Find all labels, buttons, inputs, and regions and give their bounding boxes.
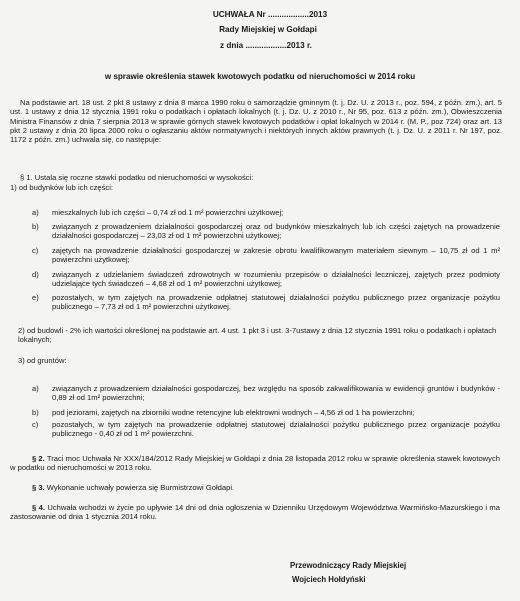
section-3-paragraph (10, 483, 500, 492)
section-1-sub-2: 2) od budowli - 2% ich wartości określonej na podstawie art. 4 ust. 1 pkt 3 i ust. 3-7ustawy z dnia 12 stycznia 1991 roku o podatkach i opłatach lokalnych; (18, 326, 497, 345)
list-text: związanych z prowadzeniem działalności gospodarczej oraz od budynków mieszkalnych lub ich części zajętych na prowadzenie działalności gospodarczej – 23,03 zł od 1 m² powierzchni użytkowej; (52, 222, 500, 241)
signature-title: Przewodniczący Rady Miejskiej (290, 561, 407, 570)
legal-basis-paragraph: Na podstawie art. 18 ust. 2 pkt 8 ustawy z dnia 8 marca 1990 roku o samorządzie gminnym (t. j. Dz. U. z 2013 r., poz. 594, z późn. zm.), art. 5 ust. 1 ustawy z dnia 12 stycznia 1991 roku o podatkach i opłatach lokalnych (t. j. Dz. U. z 2010 r., Nr 95, poz. 613 z późn. zm.), Obwieszczenia Ministra Finansów z dnia 7 sierpnia 2013 w sprawie górnych stawek kwotowych podatków i opłat lokalnych w 2014 r. (M. P., poz 724) oraz art. 13 pkt 2 ustawy z dnia 20 lipca 2000 roku o ogłaszaniu aktów normatywnych i niektórych innych aktów prawnych (t. j. Dz. U. z 2011 r. Nr 197, poz. 1172 z późn. zm.) uchwala się, co następuje: (10, 98, 502, 144)
section-2-text: Traci moc Uchwała Nr XXX/184/2012 Rady Miejskiej w Gołdapi z dnia 28 listopada 2012 roku w sprawie określenia stawek kwotowych w podatku od nieruchomości w 2013 roku. (10, 454, 500, 473)
list-text: pod jeziorami, zajętych na zbiorniki wodne retencyjne lub elektrowni wodnych – 4,56 zł od 1 ha powierzchni; (52, 408, 415, 417)
list-label: a) (32, 384, 39, 393)
list-item (32, 420, 500, 439)
list-text: związanych z prowadzeniem działalności gospodarczej, bez względu na sposób zakwalifikowania w ewidencji gruntów i budynków - 0,89 zł od 1m² powierzchni; (52, 384, 500, 403)
resolution-date: z dnia ..................2013 r. (220, 41, 312, 50)
section-3-mark: § 3. (32, 483, 45, 492)
section-1-sub-3: 3) od gruntów: (18, 356, 67, 365)
list-label: e) (32, 293, 39, 302)
council-name: Rady Miejskiej w Gołdapi (219, 25, 317, 34)
section-1-heading: § 1. Ustala się roczne stawki podatku od nieruchomości w wysokości: (20, 173, 254, 182)
section-1-sub-1: 1) od budynków lub ich części: (10, 183, 113, 192)
list-item (32, 408, 500, 417)
list-item (32, 208, 500, 217)
list-text: zajętych na prowadzenie działalności gospodarczej w zakresie obrotu kwalifikowanym materiałem siewnym – 10,75 zł od 1 m² powierzchni użytkowej; (52, 246, 500, 265)
section-4-mark: § 4. (32, 503, 45, 512)
list-label: c) (32, 420, 39, 429)
list-label: d) (32, 270, 39, 279)
list-item (32, 222, 500, 241)
list-label: a) (32, 208, 39, 217)
list-text: związanych z udzielaniem świadczeń zdrowotnych w rozumieniu przepisów o działalności leczniczej, zajętych przez podmioty udzielające tych świadczeń – 4,68 zł od 1 m² powierzchni użytkowej; (52, 270, 500, 289)
section-2-paragraph (10, 454, 500, 473)
list-item (32, 270, 500, 289)
section-2-mark: § 2. (32, 454, 45, 463)
section-4-paragraph (10, 503, 500, 522)
section-3-text: Wykonanie uchwały powierza się Burmistrzowi Gołdapi. (46, 483, 235, 492)
signature-name: Wojciech Hołdyński (292, 575, 366, 584)
resolution-number: UCHWAŁA Nr ..................2013 (212, 10, 328, 19)
section-4-text: Uchwała wchodzi w życie po upływie 14 dni od dnia ogłoszenia w Dzienniku Urzędowym Województwa Warmińsko-Mazurskiego i ma zastosowanie od dnia 1 stycznia 2014 roku. (10, 503, 500, 522)
list-text: pozostałych, w tym zajętych na prowadzenie odpłatnej statutowej działalności pożytku publicznego przez organizacje pożytku publicznego – 7,73 zł od 1 m² powierzchni użytkowej. (52, 293, 500, 312)
document-title: w sprawie określenia stawek kwotowych podatku od nieruchomości w 2014 roku (104, 72, 416, 81)
list-text: mieszkalnych lub ich części – 0,74 zł od 1 m² powierzchni użytkowej; (52, 208, 284, 217)
list-label: c) (32, 246, 39, 255)
list-item (32, 293, 500, 312)
list-label: b) (32, 408, 39, 417)
list-item (32, 246, 500, 265)
list-label: b) (32, 222, 39, 231)
list-text: pozostałych, w tym zajętych na prowadzenie odpłatnej statutowej działalności pożytku publicznego przez organizacje pożytku publicznego - 0,40 zł od 1 m² powierzchni. (52, 420, 500, 439)
list-item (32, 384, 500, 403)
